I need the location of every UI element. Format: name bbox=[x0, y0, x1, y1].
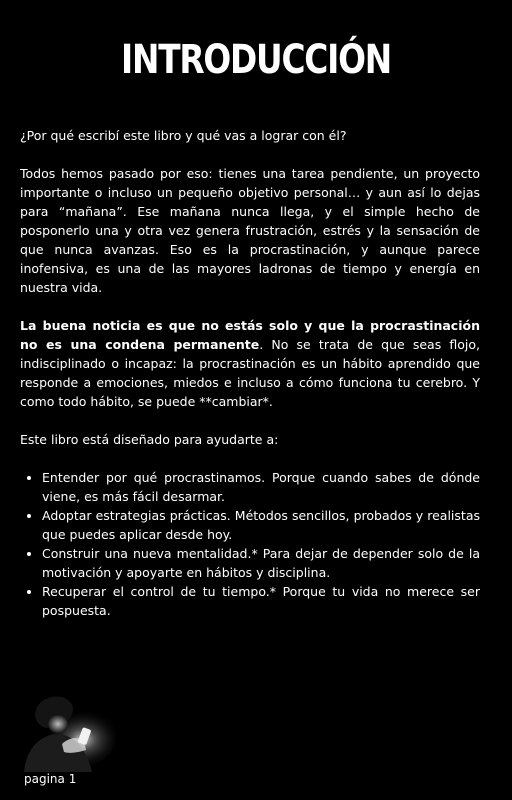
person-phone-photo bbox=[6, 688, 118, 772]
intro-question: ¿Por qué escribí este libro y qué vas a lograr con él? bbox=[20, 128, 347, 143]
list-item: • Recuperar el control de tu tiempo.* Porque tu vida no merece ser pospuesta. bbox=[42, 582, 480, 620]
paragraph-2-bold: La buena noticia es que no estás solo y que la procrastinación no es una condena permanente bbox=[20, 318, 480, 352]
page-number: pagina 1 bbox=[24, 772, 77, 786]
content-body bbox=[20, 126, 480, 620]
goals-list bbox=[20, 468, 480, 620]
paragraph-2-rest: . No se trata de que seas flojo, indisciplinado o incapaz: la procrastinación es un hábito aprendido que responde a emociones, miedos e incluso a cómo funciona tu cerebro. Y como todo hábito, se puede **cambiar*. bbox=[20, 337, 480, 409]
list-item: • Construir una nueva mentalidad.* Para dejar de depender solo de la motivación y apoyarte en hábitos y disciplina. bbox=[42, 544, 480, 582]
list-item: • Adoptar estrategias prácticas. Métodos sencillos, probados y realistas que puedes aplicar desde hoy. bbox=[42, 506, 480, 544]
paragraph-1: Todos hemos pasado por eso: tienes una tarea pendiente, un proyecto importante o incluso un pequeño objetivo personal… y aun así lo dejas para “mañana”. Ese mañana nunca llega, y el simple hecho de posponerlo una y otra vez genera frustración, estrés y la sensación de que nunca avanzas. Eso es la procrastinación, y aunque parece inofensiva, es una de las mayores ladronas de tiempo y energía en nuestra vida. bbox=[20, 166, 480, 295]
page-title: INTRODUCCIÓN bbox=[121, 37, 391, 83]
list-item: • Entender por qué procrastinamos. Porque cuando sabes de dónde viene, es más fácil desarmar. bbox=[42, 468, 480, 506]
paragraph-2 bbox=[20, 316, 480, 411]
list-intro: Este libro está diseñado para ayudarte a: bbox=[20, 432, 279, 447]
